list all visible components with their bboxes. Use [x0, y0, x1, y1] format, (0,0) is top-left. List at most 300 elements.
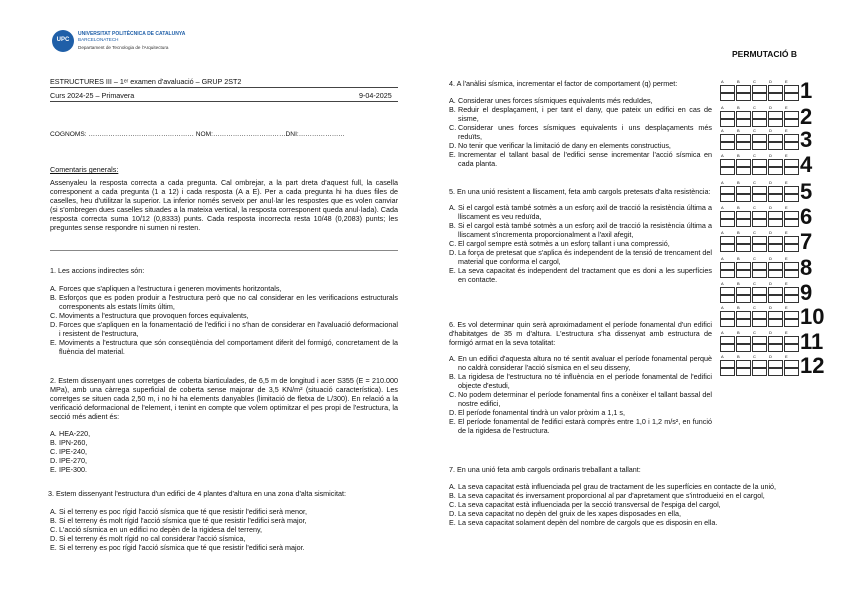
- cancel-cell[interactable]: [752, 193, 768, 202]
- cancel-cell[interactable]: [768, 343, 784, 352]
- answer-cell[interactable]: [784, 330, 800, 344]
- cancel-cell[interactable]: [736, 141, 752, 150]
- answer-row: [720, 354, 800, 368]
- cancel-cell[interactable]: [720, 243, 736, 252]
- cancel-box[interactable]: [752, 194, 767, 202]
- divider: [50, 101, 398, 102]
- cancel-box[interactable]: [768, 319, 783, 327]
- question-number: 9: [800, 280, 813, 305]
- option-letter: E.: [449, 518, 456, 527]
- option-letter: A.: [449, 203, 456, 212]
- cancel-cell[interactable]: [720, 294, 736, 303]
- answer-option: [449, 203, 712, 221]
- answer-cell[interactable]: [784, 105, 800, 119]
- cancel-cell[interactable]: [752, 92, 768, 101]
- option-letter: D.: [449, 408, 457, 417]
- cancel-cell[interactable]: [752, 141, 768, 150]
- answer-cell[interactable]: [752, 330, 768, 344]
- cell-letter: A: [721, 205, 724, 210]
- answer-cell[interactable]: [784, 205, 800, 219]
- cell-letter: D: [769, 205, 772, 210]
- cancel-box[interactable]: [736, 295, 751, 303]
- answer-cell[interactable]: [784, 79, 800, 93]
- answer-option: [449, 408, 712, 417]
- answer-cell[interactable]: [768, 180, 784, 194]
- cancel-box[interactable]: [720, 93, 735, 101]
- answer-cell[interactable]: [784, 281, 800, 295]
- answer-cell[interactable]: [736, 105, 752, 119]
- option-text: L'acció sísmica en un edifici no depèn de la rigidesa del terreny,: [59, 525, 263, 534]
- answer-option: [449, 123, 712, 141]
- cancel-cell[interactable]: [720, 118, 736, 127]
- answer-cell[interactable]: [784, 305, 800, 319]
- cancel-cell[interactable]: [752, 218, 768, 227]
- cancel-box[interactable]: [768, 244, 783, 252]
- cancel-row: [720, 367, 800, 376]
- cancel-box[interactable]: [784, 244, 799, 252]
- cell-letter: C: [753, 79, 756, 84]
- answer-cell[interactable]: [752, 105, 768, 119]
- cell-letter: D: [769, 128, 772, 133]
- cancel-box[interactable]: [720, 295, 735, 303]
- cancel-box[interactable]: [720, 368, 735, 376]
- option-text: La força de pretesat que s'aplica és independent de la tensió de trencament del material que conforma el cargol,: [458, 248, 712, 266]
- option-text: Si el cargol està també sotmès a un esforç axil de tracció la resistència última a lliscament es veu reduïda,: [458, 203, 712, 221]
- option-text: IPE-240,: [59, 447, 87, 456]
- answer-cell[interactable]: [768, 305, 784, 319]
- cancel-box[interactable]: [752, 244, 767, 252]
- answer-cell[interactable]: [768, 128, 784, 142]
- answer-cell[interactable]: [768, 79, 784, 93]
- cell-letter: E: [785, 330, 788, 335]
- answer-cell[interactable]: [736, 153, 752, 167]
- cancel-box[interactable]: [736, 219, 751, 227]
- cancel-cell[interactable]: [784, 343, 800, 352]
- answer-cell[interactable]: [768, 205, 784, 219]
- cancel-cell[interactable]: [768, 318, 784, 327]
- question-7: [449, 465, 799, 527]
- cancel-box[interactable]: [752, 270, 767, 278]
- cancel-cell[interactable]: [784, 92, 800, 101]
- option-letter: B.: [449, 221, 456, 230]
- cell-letter: C: [753, 180, 756, 185]
- cell-letter: E: [785, 79, 788, 84]
- option-letter: A.: [449, 354, 456, 363]
- option-letter: A.: [449, 96, 456, 105]
- comments-heading: Comentaris generals:: [50, 165, 119, 174]
- answer-cell[interactable]: [768, 105, 784, 119]
- answer-option: [50, 507, 398, 516]
- cell-letter: A: [721, 330, 724, 335]
- cancel-cell[interactable]: [784, 269, 800, 278]
- answer-cell[interactable]: [720, 305, 736, 319]
- exam-title: ESTRUCTURES III – 1ᵉʳ examen d'avaluació – GRUP 2ST2: [50, 77, 242, 86]
- cancel-cell[interactable]: [768, 193, 784, 202]
- cell-letter: E: [785, 305, 788, 310]
- answer-cell[interactable]: [752, 180, 768, 194]
- answer-cell[interactable]: [720, 205, 736, 219]
- upc-logo-mark: UPC: [52, 30, 74, 52]
- cancel-box[interactable]: [768, 119, 783, 127]
- option-text: Forces que s'apliquen a l'estructura i generen moviments horitzontals,: [59, 284, 282, 293]
- answer-cell[interactable]: [720, 354, 736, 368]
- cancel-cell[interactable]: [736, 318, 752, 327]
- answer-cell[interactable]: [768, 281, 784, 295]
- answer-cell[interactable]: [752, 205, 768, 219]
- cancel-box[interactable]: [736, 319, 751, 327]
- answer-cell[interactable]: [784, 256, 800, 270]
- cancel-cell[interactable]: [720, 269, 736, 278]
- cancel-box[interactable]: [736, 244, 751, 252]
- cell-letter: D: [769, 256, 772, 261]
- question-3: [48, 489, 398, 552]
- question-number: 7: [800, 229, 813, 254]
- cancel-cell[interactable]: [736, 193, 752, 202]
- cancel-box[interactable]: [736, 368, 751, 376]
- cell-letter: A: [721, 305, 724, 310]
- answer-cell[interactable]: [736, 128, 752, 142]
- answer-cell[interactable]: [752, 153, 768, 167]
- cancel-cell[interactable]: [784, 118, 800, 127]
- cancel-row: [720, 141, 800, 150]
- cancel-cell[interactable]: [720, 193, 736, 202]
- cancel-cell[interactable]: [752, 318, 768, 327]
- answer-option: [449, 105, 712, 123]
- answer-cell[interactable]: [736, 256, 752, 270]
- cancel-box[interactable]: [784, 142, 799, 150]
- cancel-cell[interactable]: [720, 318, 736, 327]
- cancel-row: [720, 92, 800, 101]
- cell-letter: C: [753, 230, 756, 235]
- option-letter: C.: [449, 239, 457, 248]
- cancel-box[interactable]: [784, 319, 799, 327]
- cell-letter: D: [769, 305, 772, 310]
- answer-row: [720, 79, 800, 93]
- cancel-cell[interactable]: [784, 294, 800, 303]
- cancel-cell[interactable]: [784, 218, 800, 227]
- answer-cell[interactable]: [752, 256, 768, 270]
- answer-cell[interactable]: [720, 180, 736, 194]
- cell-letter: B: [737, 205, 740, 210]
- cancel-cell[interactable]: [736, 92, 752, 101]
- cell-letter: C: [753, 153, 756, 158]
- answer-option: [449, 417, 712, 435]
- cancel-cell[interactable]: [768, 166, 784, 175]
- option-text: La seva capacitat és inversament proporcional al par d'apretament que s'introdueixi en el cargol,: [458, 491, 765, 500]
- cell-letter: E: [785, 354, 788, 359]
- question-number: 12: [800, 353, 825, 378]
- answer-cell[interactable]: [784, 230, 800, 244]
- cancel-box[interactable]: [720, 167, 735, 175]
- option-text: Si el terreny és molt rígid l'acció sísmica que té que resistir l'edifici serà major,: [59, 516, 307, 525]
- cancel-box[interactable]: [784, 119, 799, 127]
- university-logo: [52, 30, 212, 54]
- answer-cell[interactable]: [784, 153, 800, 167]
- answer-cell[interactable]: [768, 330, 784, 344]
- answer-row: [720, 128, 800, 142]
- answer-row: [720, 230, 800, 244]
- answer-option: [449, 372, 712, 390]
- option-text: La seva capacitat no depèn del gruix de les xapes disposades en ella,: [458, 509, 681, 518]
- cell-letter: C: [753, 128, 756, 133]
- cancel-cell[interactable]: [720, 218, 736, 227]
- answer-cell[interactable]: [736, 230, 752, 244]
- cancel-cell[interactable]: [720, 343, 736, 352]
- cancel-cell[interactable]: [768, 118, 784, 127]
- cell-letter: C: [753, 281, 756, 286]
- answer-row: [720, 281, 800, 295]
- answer-row: [720, 180, 800, 194]
- question-title: 4. A l'anàlisi sísmica, incrementar el factor de comportament (q) permet:: [449, 79, 678, 88]
- answer-row: [720, 153, 800, 167]
- cancel-cell[interactable]: [736, 367, 752, 376]
- cancel-box[interactable]: [752, 119, 767, 127]
- option-text: La seva capacitat està influenciada per la secció transversal de l'espiga del cargol,: [458, 500, 721, 509]
- cancel-box[interactable]: [768, 368, 783, 376]
- cancel-cell[interactable]: [768, 367, 784, 376]
- cancel-cell[interactable]: [720, 141, 736, 150]
- cell-letter: D: [769, 180, 772, 185]
- cell-letter: B: [737, 180, 740, 185]
- cell-letter: B: [737, 230, 740, 235]
- cancel-box[interactable]: [752, 368, 767, 376]
- question-number: 8: [800, 255, 813, 280]
- cell-letter: D: [769, 153, 772, 158]
- cancel-box[interactable]: [768, 93, 783, 101]
- answer-cell[interactable]: [736, 205, 752, 219]
- option-letter: B.: [50, 516, 57, 525]
- cancel-cell[interactable]: [768, 92, 784, 101]
- cancel-box[interactable]: [736, 93, 751, 101]
- logo-university-name: UNIVERSITAT POLITÈCNICA DE CATALUNYA: [78, 31, 186, 37]
- cancel-cell[interactable]: [752, 294, 768, 303]
- cancel-cell[interactable]: [736, 218, 752, 227]
- answer-cell[interactable]: [768, 230, 784, 244]
- question-title: 6. Es vol determinar quin serà aproximadament el període fonamental d'un edifici d'habitatges de 35 m d'altura. L'estructura s'ha dissenyat amb estructura de formigó armat en la seva totalitat:: [449, 320, 712, 347]
- cancel-box[interactable]: [752, 219, 767, 227]
- cancel-box[interactable]: [768, 167, 783, 175]
- option-text: Si el terreny és molt rígid no cal considerar l'acció sísmica,: [59, 534, 246, 543]
- answer-option: [449, 509, 799, 518]
- cell-letter: D: [769, 330, 772, 335]
- answer-cell[interactable]: [752, 79, 768, 93]
- cancel-box[interactable]: [720, 194, 735, 202]
- cancel-box[interactable]: [752, 295, 767, 303]
- answer-cell[interactable]: [736, 180, 752, 194]
- answer-cell[interactable]: [736, 305, 752, 319]
- answer-cell[interactable]: [720, 128, 736, 142]
- answer-row: [720, 305, 800, 319]
- cancel-box[interactable]: [720, 142, 735, 150]
- cancel-box[interactable]: [784, 295, 799, 303]
- cancel-row: [720, 294, 800, 303]
- answer-option: [50, 429, 398, 438]
- option-letter: D.: [449, 509, 457, 518]
- answer-cell[interactable]: [752, 230, 768, 244]
- option-letter: C.: [449, 123, 457, 132]
- cancel-cell[interactable]: [736, 294, 752, 303]
- answer-cell[interactable]: [768, 153, 784, 167]
- answer-option: [449, 266, 712, 284]
- option-letter: B.: [449, 491, 456, 500]
- cancel-cell[interactable]: [752, 243, 768, 252]
- cancel-box[interactable]: [736, 344, 751, 352]
- logo-department: Departament de Tecnologia de l'Arquitectura: [78, 45, 169, 50]
- cancel-cell[interactable]: [768, 218, 784, 227]
- cancel-box[interactable]: [752, 93, 767, 101]
- option-text: La seva capacitat solament depèn del nombre de cargols que es disposin en ella.: [458, 518, 718, 527]
- cancel-cell[interactable]: [752, 166, 768, 175]
- cell-letter: A: [721, 256, 724, 261]
- exam-date: 9-04-2025: [359, 91, 392, 100]
- question-number: 5: [800, 179, 813, 204]
- answer-cell[interactable]: [736, 330, 752, 344]
- cancel-box[interactable]: [720, 319, 735, 327]
- cancel-cell[interactable]: [736, 343, 752, 352]
- cancel-box[interactable]: [784, 344, 799, 352]
- cancel-cell[interactable]: [736, 118, 752, 127]
- cell-letter: B: [737, 281, 740, 286]
- cancel-box[interactable]: [752, 319, 767, 327]
- answer-option: [50, 447, 398, 456]
- cancel-box[interactable]: [736, 142, 751, 150]
- option-text: El període fonamental tindrà un valor pròxim a 1,1 s,: [458, 408, 626, 417]
- question-number: 11: [800, 329, 824, 354]
- permutation-label: PERMUTACIÓ B: [732, 49, 798, 59]
- option-letter: D.: [50, 534, 58, 543]
- cancel-cell[interactable]: [752, 343, 768, 352]
- answer-cell[interactable]: [752, 305, 768, 319]
- cell-letter: A: [721, 180, 724, 185]
- cancel-cell[interactable]: [784, 141, 800, 150]
- answer-cell[interactable]: [720, 230, 736, 244]
- answer-cell[interactable]: [720, 153, 736, 167]
- cancel-box[interactable]: [752, 167, 767, 175]
- cancel-box[interactable]: [768, 344, 783, 352]
- question-number: 3: [800, 127, 813, 152]
- cancel-box[interactable]: [736, 194, 751, 202]
- cell-letter: E: [785, 230, 788, 235]
- comments-body: Assenyaleu la resposta correcta a cada pregunta. Cal ombrejar, a la part dreta d'aquest full, la casella corresponent a cada pregunta (1 a 12) i cada resposta (A a E). Per a cada pregunta hi ha dues files de caselles, heu d'utilitzar la superior. La inferior només serveix per anul·lar les respostes que es volen canviar (si s'ombregen dues caselles situades a la mateixa vertical, la resposta corresponent queda anul·lada). Cada resposta correcta suma 10/12 (0,8333) punts. Cada resposta incorrecta resta 10/48 (0,2083) punts; les preguntes sense respondre ni sumen ni resten.: [50, 178, 398, 232]
- cancel-cell[interactable]: [752, 269, 768, 278]
- cancel-cell[interactable]: [768, 141, 784, 150]
- option-text: La rigidesa de l'estructura no té influència en el període fonamental de l'edifici objecte d'estudi,: [458, 372, 712, 390]
- cancel-cell[interactable]: [784, 367, 800, 376]
- option-text: El període fonamental de l'edifici estarà comprès entre 1,0 i 1,2 m/s², en funció de la rigidesa de l'estructura.: [458, 417, 712, 435]
- option-text: Si el cargol està també sotmès a un esforç axil de tracció la resistència última a lliscament s'incrementa proporcionalment a l'axil afegit,: [458, 221, 712, 239]
- cancel-cell[interactable]: [784, 166, 800, 175]
- answer-cell[interactable]: [720, 330, 736, 344]
- answer-cell[interactable]: [736, 354, 752, 368]
- answer-cell[interactable]: [768, 256, 784, 270]
- answer-cell[interactable]: [720, 256, 736, 270]
- answer-cell[interactable]: [736, 79, 752, 93]
- cancel-box[interactable]: [784, 93, 799, 101]
- cancel-cell[interactable]: [768, 294, 784, 303]
- cancel-box[interactable]: [768, 142, 783, 150]
- cancel-box[interactable]: [784, 219, 799, 227]
- answer-cell[interactable]: [752, 354, 768, 368]
- cancel-box[interactable]: [784, 194, 799, 202]
- answer-cell[interactable]: [736, 281, 752, 295]
- cell-letter: B: [737, 105, 740, 110]
- cancel-cell[interactable]: [768, 269, 784, 278]
- cancel-box[interactable]: [768, 295, 783, 303]
- answer-cell[interactable]: [784, 354, 800, 368]
- answer-cell[interactable]: [784, 128, 800, 142]
- answer-option: [449, 500, 799, 509]
- cancel-box[interactable]: [752, 142, 767, 150]
- cancel-box[interactable]: [720, 219, 735, 227]
- cancel-box[interactable]: [736, 119, 751, 127]
- cancel-box[interactable]: [768, 194, 783, 202]
- option-letter: E.: [449, 266, 456, 275]
- cancel-box[interactable]: [736, 167, 751, 175]
- answer-option: [50, 516, 398, 525]
- option-text: Reduir el desplaçament, i per tant el dany, que pateix un edifici en cas de sisme,: [458, 105, 712, 123]
- answer-option: [449, 390, 712, 408]
- cancel-box[interactable]: [784, 368, 799, 376]
- cancel-box[interactable]: [784, 167, 799, 175]
- option-text: Si el terreny es poc rígid l'acció sísmica que té que resistir l'edifici serà menor,: [59, 507, 308, 516]
- cancel-cell[interactable]: [736, 269, 752, 278]
- cancel-cell[interactable]: [752, 118, 768, 127]
- cancel-box[interactable]: [736, 270, 751, 278]
- answer-option: [449, 491, 799, 500]
- answer-cell[interactable]: [768, 354, 784, 368]
- cancel-cell[interactable]: [736, 243, 752, 252]
- cancel-cell[interactable]: [720, 367, 736, 376]
- cancel-cell[interactable]: [736, 166, 752, 175]
- cell-letter: E: [785, 205, 788, 210]
- cancel-box[interactable]: [768, 270, 783, 278]
- answer-cell[interactable]: [752, 281, 768, 295]
- answer-row: [720, 105, 800, 119]
- student-fields[interactable]: COGNOMS: ………………………………………… NOM:……………………………DNI:…………………: [50, 131, 345, 138]
- cancel-box[interactable]: [720, 344, 735, 352]
- option-text: El cargol sempre està sotmès a un esforç tallant i una compressió,: [458, 239, 670, 248]
- option-letter: B.: [50, 438, 57, 447]
- cancel-box[interactable]: [784, 270, 799, 278]
- answer-option: [449, 518, 799, 527]
- cell-letter: E: [785, 153, 788, 158]
- cancel-cell[interactable]: [784, 318, 800, 327]
- cancel-box[interactable]: [720, 244, 735, 252]
- cancel-cell[interactable]: [720, 166, 736, 175]
- cancel-cell[interactable]: [784, 243, 800, 252]
- answer-cell[interactable]: [720, 79, 736, 93]
- cancel-cell[interactable]: [768, 243, 784, 252]
- cancel-cell[interactable]: [752, 367, 768, 376]
- answer-cell[interactable]: [752, 128, 768, 142]
- option-text: IPE-270,: [59, 456, 87, 465]
- cell-letter: A: [721, 105, 724, 110]
- cancel-box[interactable]: [720, 119, 735, 127]
- answer-cell[interactable]: [720, 105, 736, 119]
- answer-cell[interactable]: [720, 281, 736, 295]
- cancel-box[interactable]: [720, 270, 735, 278]
- cancel-cell[interactable]: [784, 193, 800, 202]
- cancel-cell[interactable]: [720, 92, 736, 101]
- cell-letter: A: [721, 128, 724, 133]
- option-letter: B.: [50, 293, 57, 302]
- cancel-row: [720, 243, 800, 252]
- answer-option: [50, 525, 398, 534]
- cancel-box[interactable]: [752, 344, 767, 352]
- answer-option: [449, 354, 712, 372]
- answer-cell[interactable]: [784, 180, 800, 194]
- cancel-box[interactable]: [768, 219, 783, 227]
